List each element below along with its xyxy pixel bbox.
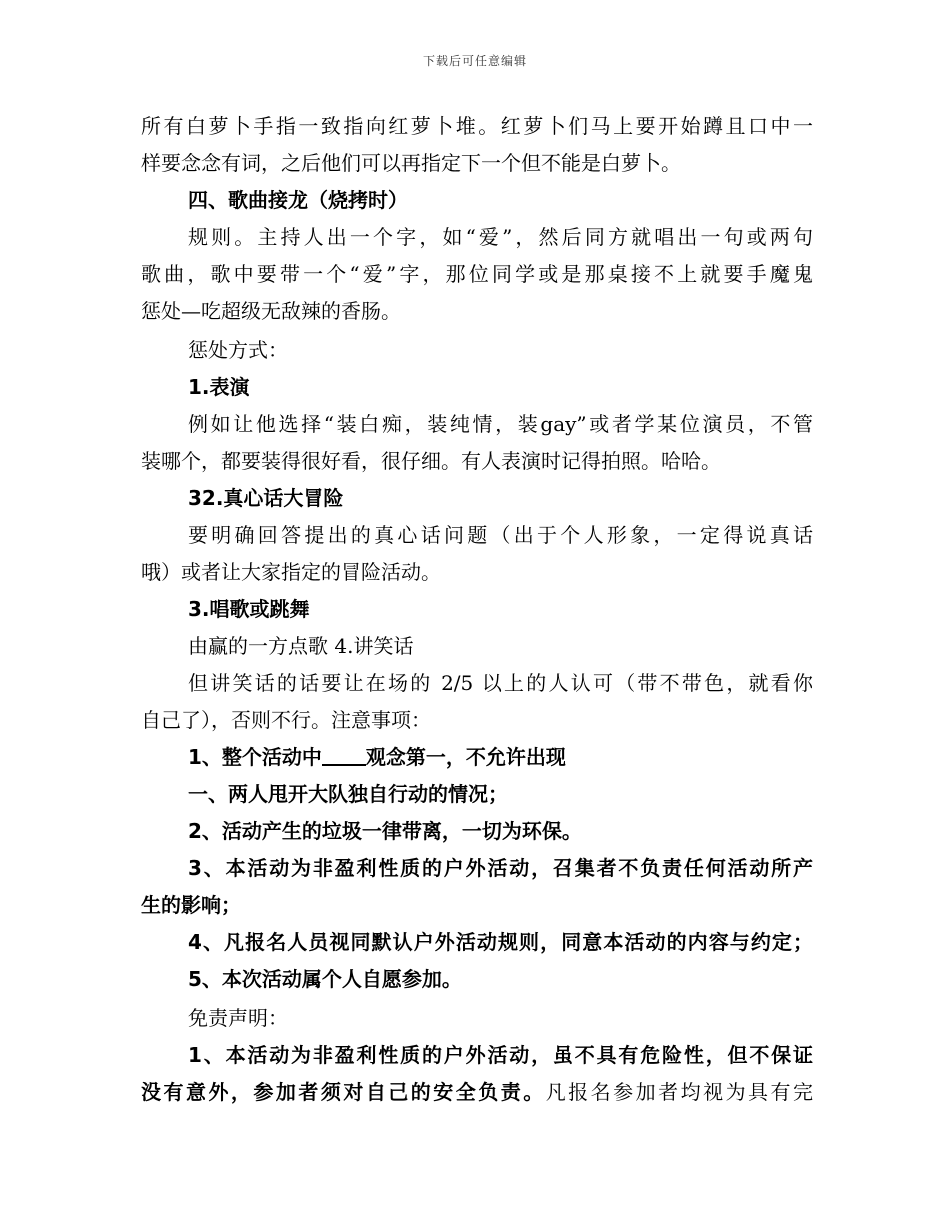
notice-line: 4、凡报名人员视同默认户外活动规则，同意本活动的内容与约定； (188, 930, 813, 954)
paragraph-line: 惩处—吃超级无敌辣的香肠。 (141, 299, 401, 323)
paragraph-line: 规则。主持人出一个字，如“爱”，然后同方就唱出一句或两句 (188, 225, 813, 249)
section-heading: 四、歌曲接龙（烧拷时） (188, 188, 408, 212)
notice-text-end: 观念第一，不允许出现 (365, 745, 566, 769)
paragraph-line: 要明确回答提出的真心话问题（出于个人形象，一定得说真话 (188, 523, 813, 547)
paragraph-line: 哦）或者让大家指定的冒险活动。 (141, 560, 441, 584)
notice-line: 生的影响； (141, 893, 241, 917)
paragraph-line: 自己了），否则不行。注意事项： (141, 708, 431, 732)
paragraph-line: 但讲笑话的话要让在场的 2/5 以上的人认可（带不带色，就看你 (188, 671, 813, 695)
notice-line: 5、本次活动属个人自愿参加。 (188, 967, 462, 991)
paragraph-line: 惩处方式： (188, 338, 288, 362)
paragraph-line: 样要念念有词，之后他们可以再指定下一个但不能是白萝卜。 (141, 151, 681, 175)
paragraph-line: 免责声明： (188, 1006, 288, 1030)
paragraph-line: 歌曲，歌中要带一个“爱”字，那位同学或是那桌接不上就要手魔鬼 (141, 262, 813, 286)
paragraph-line: 装哪个，都要装得很好看，很仔细。有人表演时记得拍照。哈哈。 (141, 449, 721, 473)
paragraph-line: 由赢的一方点歌 4.讲笑话 (188, 634, 414, 658)
page-header: 下载后可任意编辑 (422, 54, 527, 68)
disclaimer-bold-text: 没有意外，参加者须对自己的安全负责。 (141, 1080, 546, 1104)
subheading: 3.唱歌或跳舞 (188, 597, 310, 621)
disclaimer-line (141, 1078, 813, 1106)
notice-line (188, 743, 813, 771)
notice-text-start: 1、整个活动中 (188, 745, 322, 769)
notice-line: 3、本活动为非盈利性质的户外活动，召集者不负责任何活动所产 (188, 856, 813, 880)
paragraph-line: 所有白萝卜手指一致指向红萝卜堆。红萝卜们马上要开始蹲且口中一 (141, 114, 813, 138)
blank-underline (322, 746, 366, 766)
paragraph-line: 例如让他选择“装白痴，装纯情，装gay”或者学某位演员，不管 (188, 412, 813, 436)
disclaimer-line: 1、本活动为非盈利性质的户外活动，虽不具有危险性，但不保证 (188, 1043, 813, 1067)
subheading: 32.真心话大冒险 (188, 486, 344, 510)
disclaimer-normal-text: 凡报名参加者均视为具有完 (545, 1080, 814, 1104)
notice-line: 一、两人甩开大队独自行动的情况； (188, 782, 508, 806)
notice-line: 2、活动产生的垃圾一律带离，一切为环保。 (188, 819, 582, 843)
subheading: 1.表演 (188, 375, 250, 399)
